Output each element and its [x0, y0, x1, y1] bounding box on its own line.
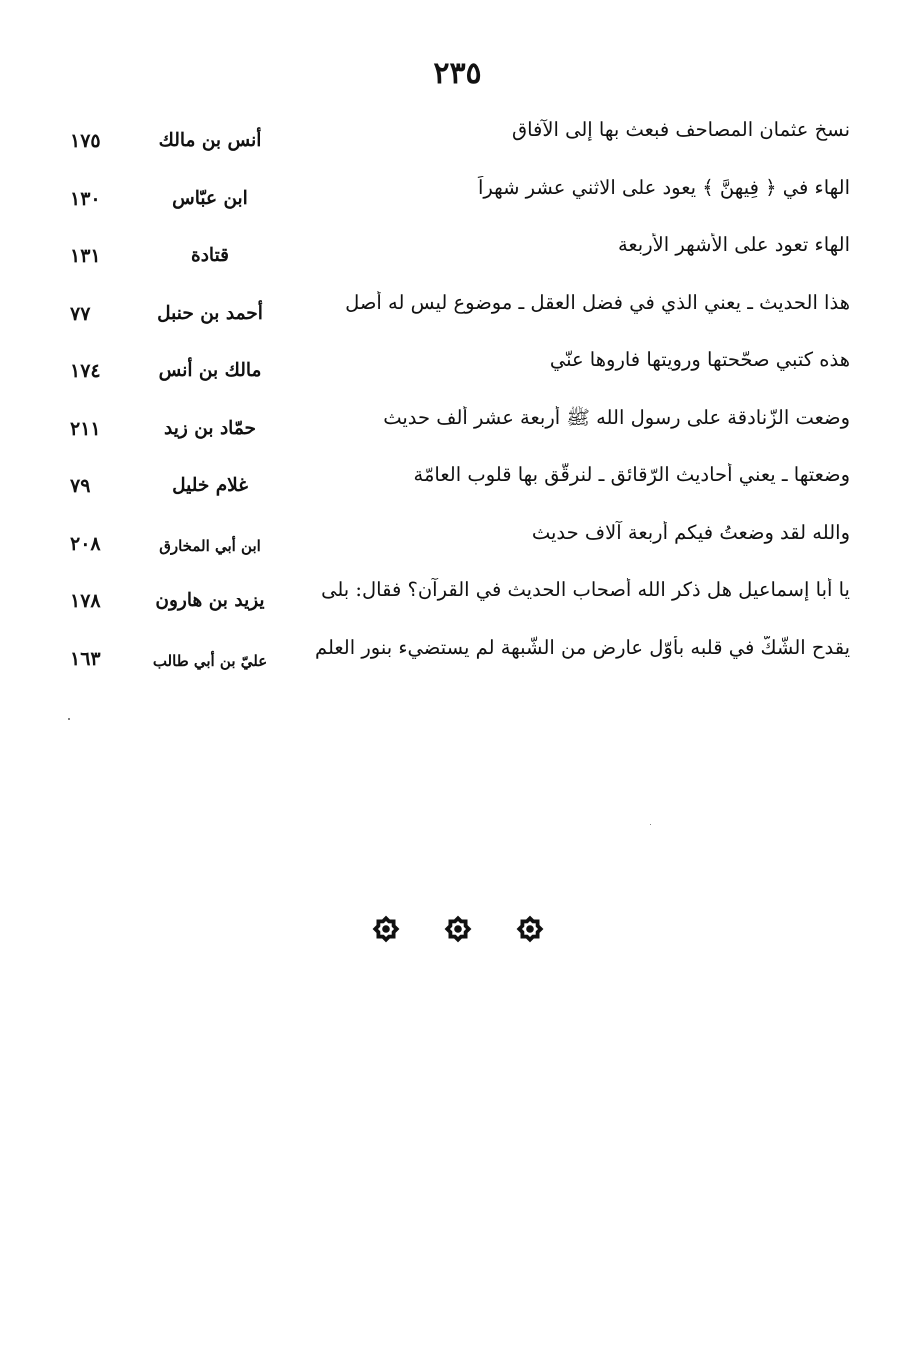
page-number: ٢٣٥ [433, 56, 482, 91]
page-reference: ١٧٨ [70, 590, 101, 612]
list-item [70, 461, 850, 519]
narrator-name: أنس بن مالك [158, 130, 262, 151]
quote-text: يقدح الشّكّ في قلبه بأوّل عارض من الشّبهة لم يستضيء بنور العلم [314, 635, 850, 659]
quote-text: الهاء في ﴿ فِيهِنَّ ﴾ يعود على الاثني عشر شهراً [477, 175, 850, 199]
list-item [70, 174, 850, 232]
narrator-name: غلام خليل [172, 475, 248, 496]
narrator-name: أحمد بن حنبل [157, 302, 263, 324]
quote-text: يا أبا إسماعيل هل ذكر الله أصحاب الحديث في القرآن؟ فقال: بلى [321, 578, 850, 601]
list-item [70, 404, 850, 462]
quote-text: وضعتها ـ يعني أحاديث الرّقائق ـ لنرقّق بها قلوب العامّة [413, 463, 850, 486]
page-reference: ٢١١ [70, 417, 101, 440]
page-reference: ١٧٤ [70, 360, 101, 382]
narrator-name: يزيد بن هارون [155, 590, 265, 611]
page-reference: ٢٠٨ [70, 532, 101, 555]
list-item [70, 116, 850, 174]
narrator-name: حمّاد بن زيد [164, 417, 256, 439]
list-item [70, 289, 850, 347]
scan-speck [650, 824, 651, 825]
list-item [70, 231, 850, 289]
page-reference: ٧٧ [70, 302, 91, 325]
star-ornament-icon [367, 910, 405, 948]
narrator-name: ابن عبّاس [172, 187, 248, 209]
list-item [70, 346, 850, 404]
star-ornament-icon [439, 910, 477, 948]
quote-text: هذه كتبي صحّحتها ورويتها فاروها عنّي [549, 348, 850, 371]
narrator-name: مالك بن أنس [158, 360, 262, 381]
ornament-divider [0, 910, 915, 950]
quote-text: الهاء تعود على الأشهر الأربعة [617, 233, 850, 256]
narrator-name: عليّ بن أبي طالب [152, 651, 268, 670]
page-reference: ١٣٠ [70, 187, 101, 210]
quote-index-list [70, 116, 850, 691]
page-reference: ١٦٣ [70, 647, 101, 670]
scan-speck [68, 718, 70, 720]
star-ornament-icon [511, 910, 549, 948]
page-reference: ١٧٥ [70, 130, 101, 152]
narrator-name: قتادة [191, 245, 229, 266]
narrator-name: ابن أبي المخارق [159, 536, 261, 555]
quote-text: نسخ عثمان المصاحف فبعث بها إلى الآفاق [511, 118, 850, 141]
quote-text: وضعت الزّنادقة على رسول الله ﷺ أربعة عشر ألف حديث [383, 405, 850, 429]
page-reference: ١٣١ [70, 245, 101, 267]
quote-text: والله لقد وضعتُ فيكم أربعة آلاف حديث [531, 520, 850, 544]
list-item [70, 634, 850, 692]
list-item [70, 576, 850, 634]
quote-text: هذا الحديث ـ يعني الذي في فضل العقل ـ موضوع ليس له أصل [345, 290, 850, 314]
page-reference: ٧٩ [70, 475, 91, 497]
list-item [70, 519, 850, 577]
